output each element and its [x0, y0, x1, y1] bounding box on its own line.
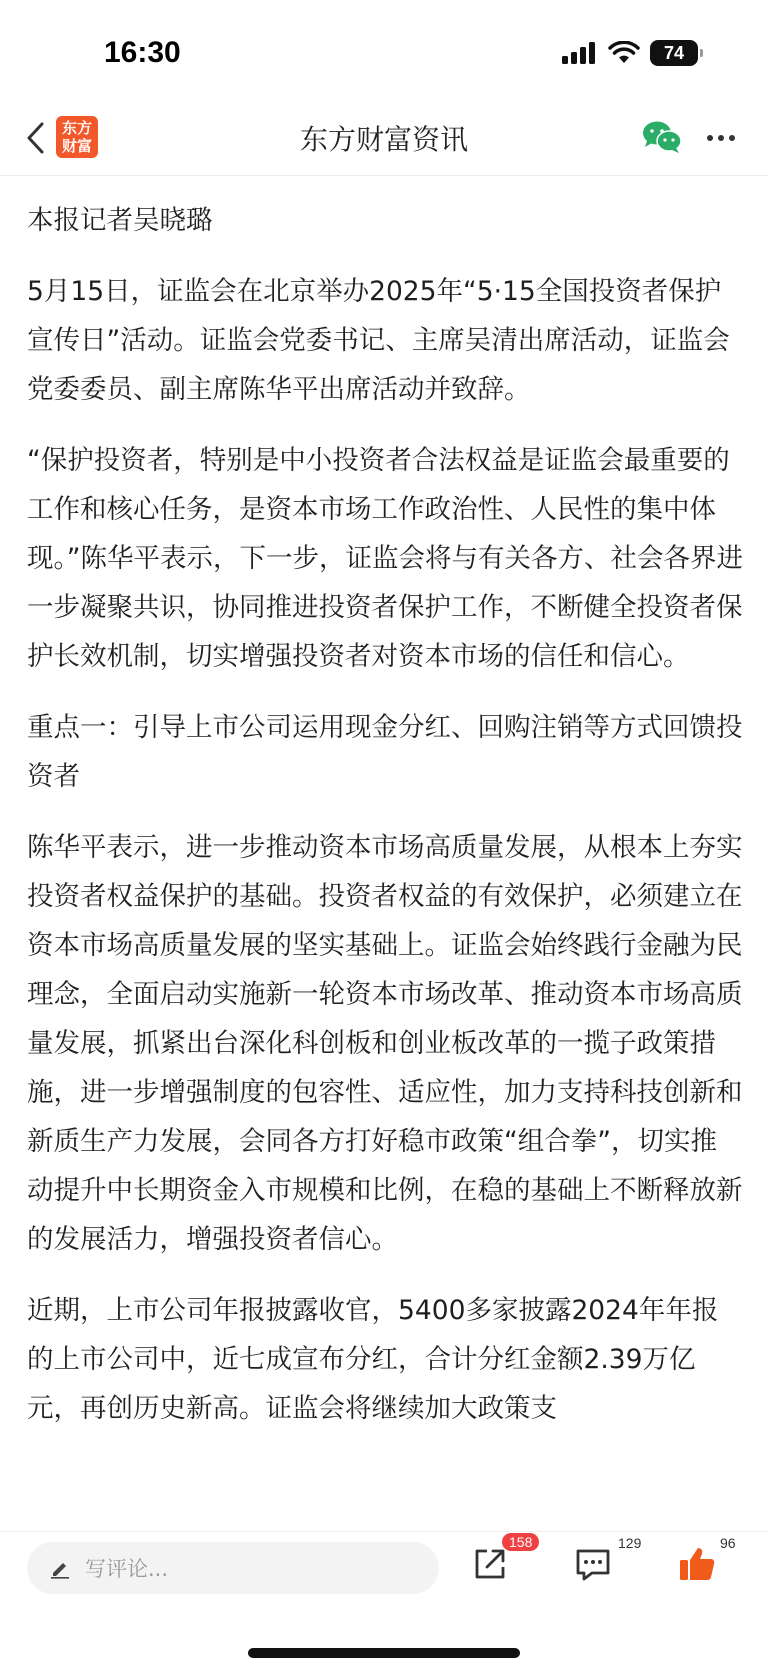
status-icons: [562, 40, 698, 66]
comment-input[interactable]: [27, 1542, 439, 1594]
article-paragraph: 近期，上市公司年报披露收官，5400多家披露2024年年报的上市公司中，近七成宣布分红，合计分红金额2.39万亿元，再创历史新高。证监会将继续加大政策支: [27, 1295, 719, 1424]
article-paragraph: “保护投资者，特别是中小投资者合法权益是证监会最重要的工作和核心任务，是资本市场工作政治性、人民性的集中体现。”陈华平表示，下一步，证监会将与有关各方、社会各界进一步凝聚共识，协同推进投资者保护工作，不断健全投资者保护长效机制，切实增强投资者对资本市场的信任和信心。: [27, 445, 743, 672]
article-paragraph: 5月15日，证监会在北京举办2025年“5·15全国投资者保护宣传日”活动。证监会党委书记、主席吴清出席活动，证监会党委委员、副主席陈华平出席活动并致辞。: [27, 276, 730, 405]
more-button[interactable]: [704, 124, 738, 152]
cellular-signal-icon: [562, 42, 598, 64]
pencil-icon: [49, 1557, 71, 1579]
comment-bubble-icon: [574, 1546, 612, 1582]
share-badge: 158: [502, 1533, 539, 1551]
page-title: 东方财富资讯: [299, 123, 468, 156]
comment-button[interactable]: [574, 1535, 642, 1586]
article-subheading: 重点一：引导上市公司运用现金分红、回购注销等方式回馈投资者: [27, 712, 743, 792]
status-bar: [0, 0, 768, 100]
nav-bar: [0, 100, 768, 176]
share-icon: [472, 1546, 508, 1582]
comment-placeholder: 写评论...: [85, 1557, 169, 1581]
like-count: 96: [720, 1535, 736, 1551]
wifi-icon: [608, 41, 640, 65]
home-indicator[interactable]: [248, 1648, 520, 1658]
wechat-share-button[interactable]: [642, 120, 682, 154]
article-body: [27, 176, 743, 1531]
bottom-action-bar: [0, 1531, 768, 1669]
article-reporter: 本报记者吴晓璐: [27, 205, 213, 236]
share-button[interactable]: [472, 1534, 533, 1586]
like-button[interactable]: [678, 1535, 736, 1586]
comment-count: 129: [618, 1535, 642, 1551]
battery-icon: 74: [650, 40, 698, 66]
wechat-icon: [642, 120, 682, 154]
article-paragraph: 陈华平表示，进一步推动资本市场高质量发展，从根本上夯实投资者权益保护的基础。投资者权益的有效保护，必须建立在资本市场高质量发展的坚实基础上。证监会始终践行金融为民理念，全面启动实施新一轮资本市场改革、推动资本市场高质量发展，抓紧出台深化科创板和创业板改革的一揽子政策措施，进一步增强制度的包容性、适应性，加力支持科技创新和新质生产力发展，会同各方打好稳市政策“组合拳”，切实推动提升中长期资金入市规模和比例，在稳的基础上不断释放新的发展活力，增强投资者信心。: [27, 832, 743, 1255]
thumbs-up-icon: [678, 1546, 716, 1582]
app-logo[interactable]: 东方财富: [56, 116, 98, 158]
more-dots-icon: [706, 134, 736, 142]
status-time: 16:30: [104, 36, 181, 69]
